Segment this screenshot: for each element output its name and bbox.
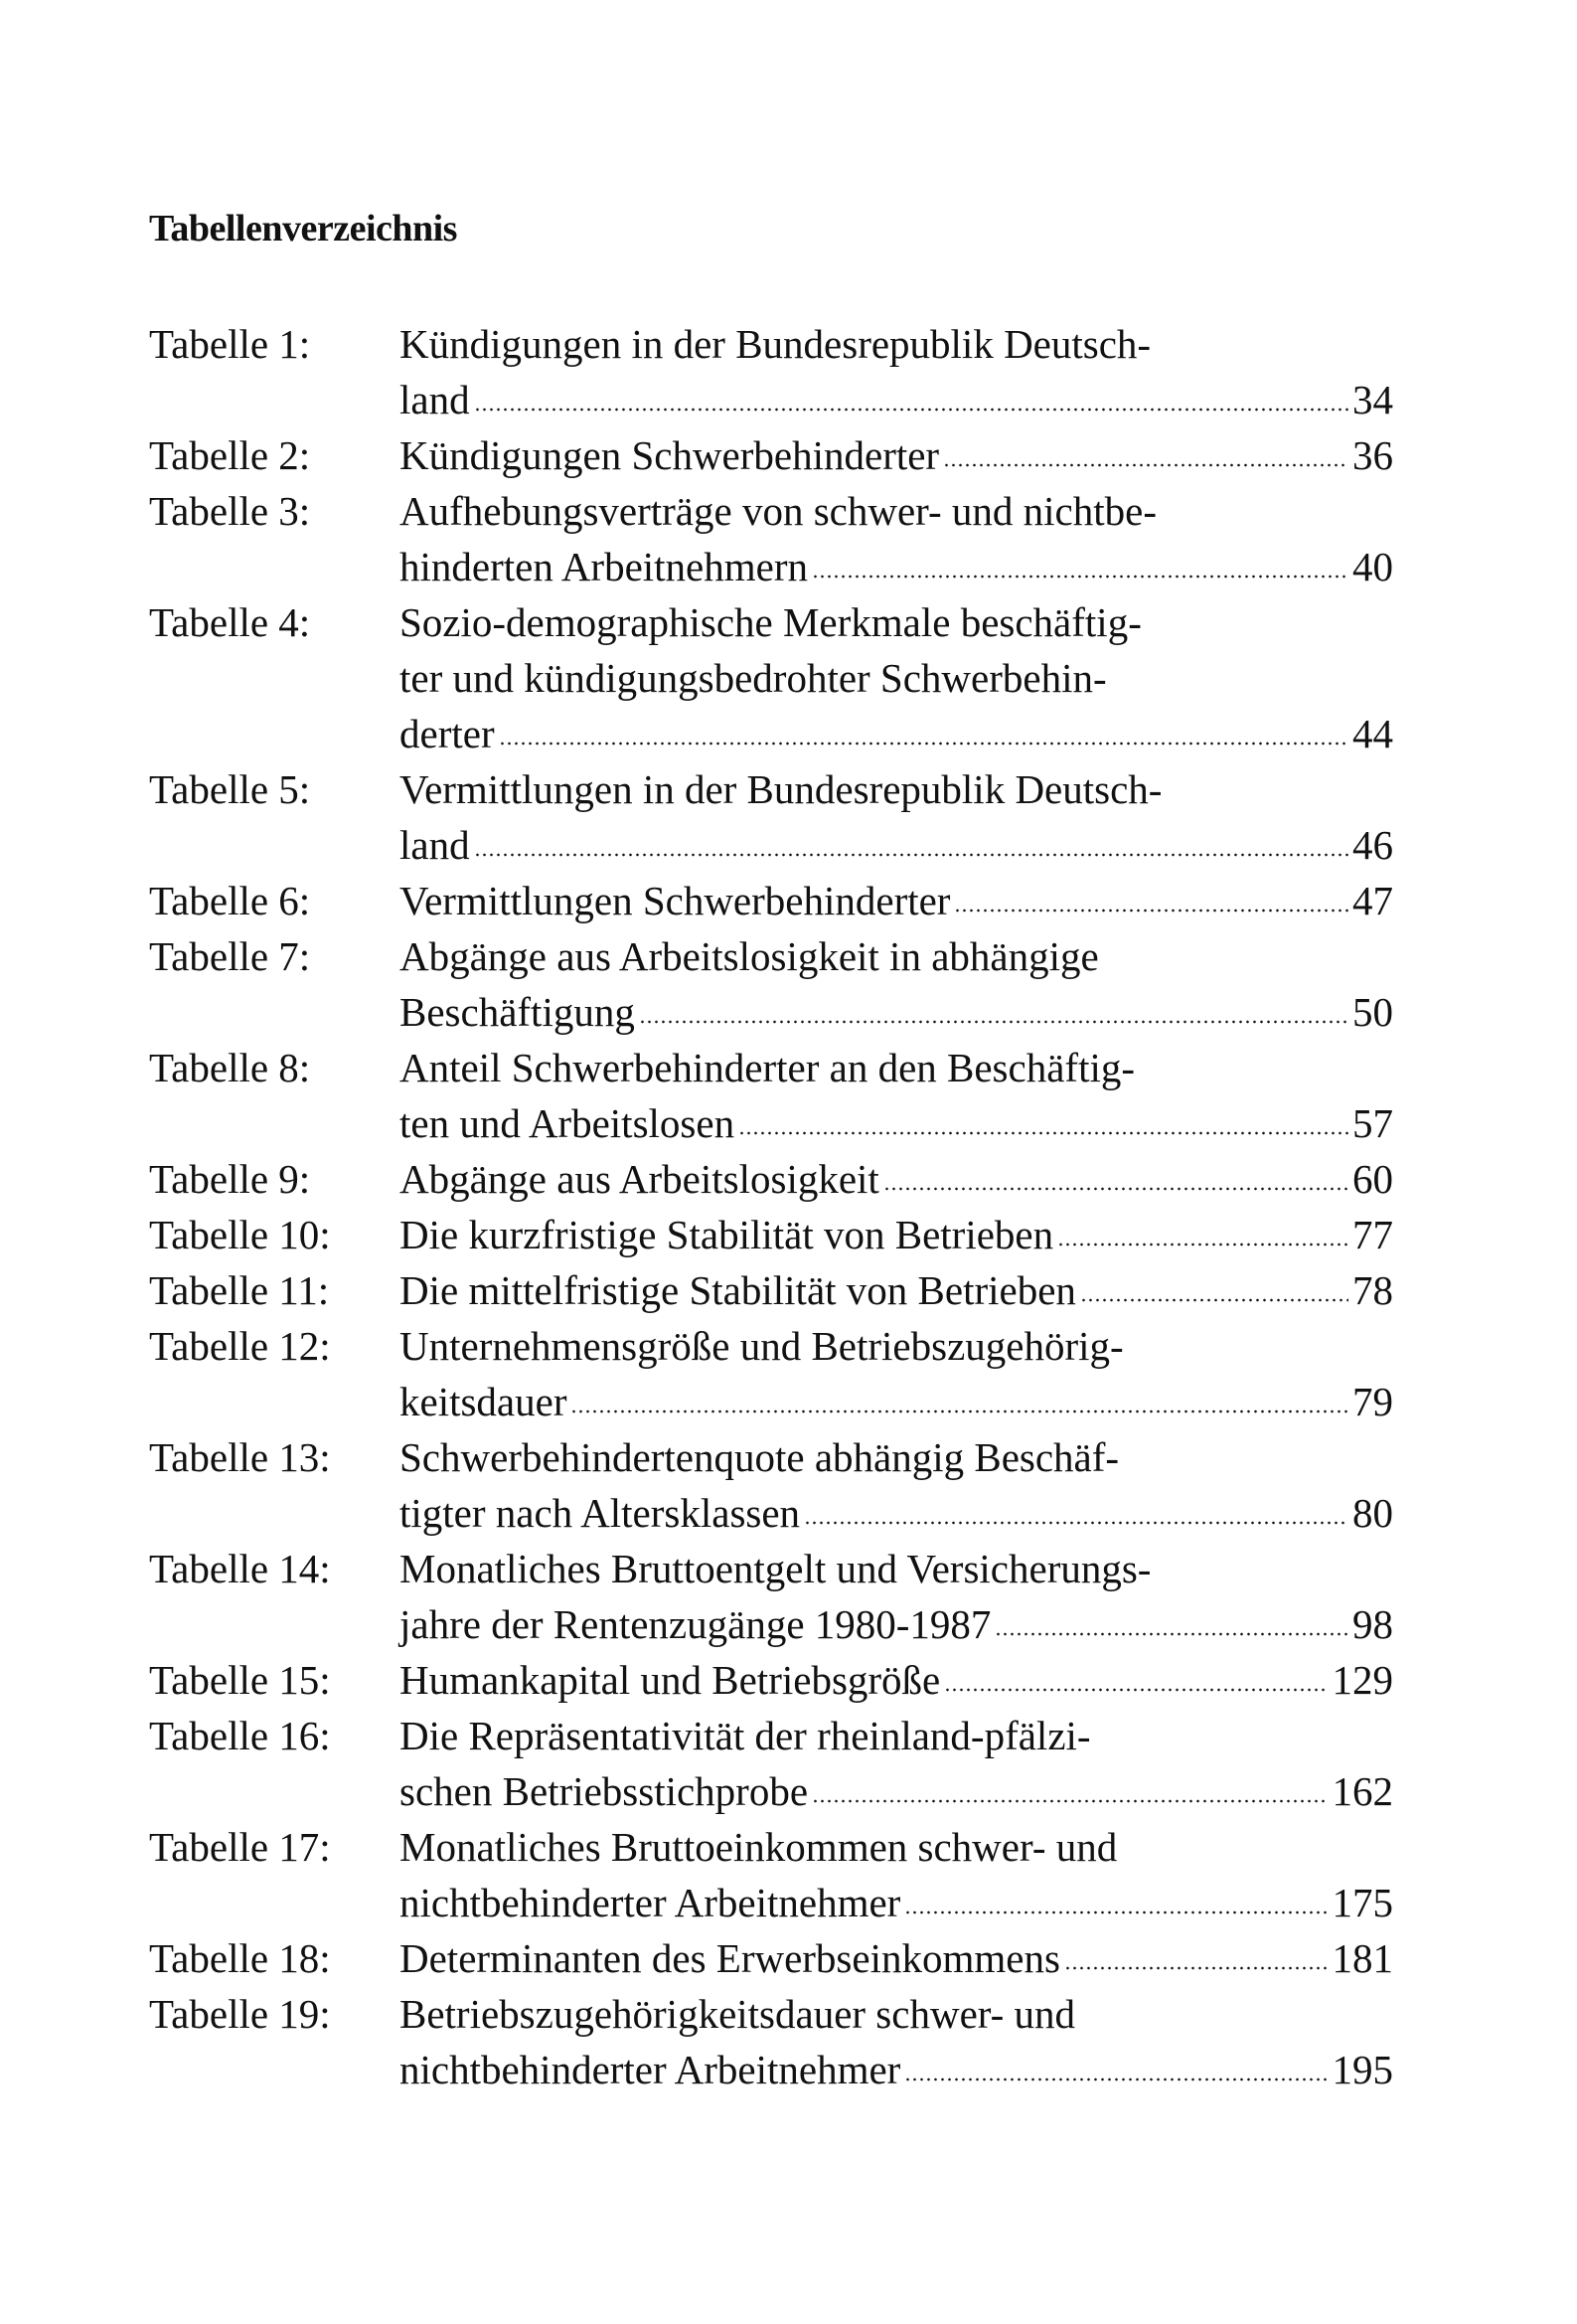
dot-leader (1080, 1298, 1348, 1302)
toc-entry-title-line: land (399, 822, 470, 868)
toc-entry-title (399, 1040, 1393, 1151)
toc-entry-title (399, 928, 1393, 1040)
toc-entry-title-line: Monatliches Bruttoeinkommen schwer- und (399, 1824, 1118, 1870)
toc-entry-title (399, 1708, 1393, 1819)
toc-entry (149, 1207, 1441, 1262)
toc-entry (149, 1986, 1441, 2097)
dot-leader (812, 575, 1348, 579)
toc-entry-title-line: schen Betriebsstichprobe (399, 1768, 809, 1814)
toc-entry-last-line (399, 1875, 1393, 1930)
toc-entry-title (399, 1652, 1393, 1708)
toc-entry-title (399, 1151, 1393, 1207)
toc-entry-title-line: Die mittelfristige Stabilität von Betrieben (399, 1267, 1076, 1313)
toc-entry-title (399, 873, 1393, 928)
page-number: 79 (1352, 1379, 1393, 1424)
toc-entry-last-line (399, 1930, 1393, 1986)
toc-entry-title (399, 483, 1393, 594)
dot-leader (1064, 1966, 1329, 1970)
page-number: 57 (1352, 1100, 1393, 1146)
toc-entry-label: Tabelle 3: (149, 488, 311, 534)
toc-entry-last-line (399, 2042, 1393, 2097)
toc-entry-title-line: Beschäftigung (399, 989, 635, 1035)
toc-entry (149, 1151, 1441, 1207)
dot-leader (474, 853, 1348, 857)
toc-entry-title (399, 1207, 1393, 1262)
toc-entry-label: Tabelle 19: (149, 1991, 331, 2037)
toc-entry (149, 1541, 1441, 1652)
toc-entry-label: Tabelle 7: (149, 933, 311, 979)
page-number: 34 (1352, 377, 1393, 422)
toc-entry-last-line (399, 1485, 1393, 1541)
toc-entry-title (399, 1262, 1393, 1318)
dot-leader (995, 1632, 1348, 1636)
page-number: 44 (1352, 711, 1393, 756)
toc-entry-title-line: Betriebszugehörigkeitsdauer schwer- und (399, 1991, 1076, 2037)
page-number: 98 (1352, 1601, 1393, 1647)
page-number: 60 (1352, 1156, 1393, 1202)
toc-entry-last-line (399, 706, 1393, 761)
toc-entry-label: Tabelle 13: (149, 1434, 331, 1480)
toc-entry-title-line: Vermittlungen Schwerbehinderter (399, 878, 951, 923)
toc-entry-last-line (399, 873, 1393, 928)
dot-leader (904, 2077, 1328, 2081)
toc-entry-title-line: derter (399, 711, 495, 756)
toc-entry (149, 873, 1441, 928)
toc-entry-title-line: jahre der Rentenzugänge 1980-1987 (399, 1601, 992, 1647)
toc-entry-last-line (399, 1374, 1393, 1429)
page-number: 46 (1352, 822, 1393, 868)
toc-entry (149, 427, 1441, 483)
toc-entry-title-line: Aufhebungsverträge von schwer- und nichtbe- (399, 488, 1157, 534)
dot-leader (812, 1799, 1328, 1803)
toc-entry-label: Tabelle 8: (149, 1045, 311, 1090)
toc-entry-title-line: Determinanten des Erwerbseinkommens (399, 1935, 1060, 1981)
toc-entry-title-line: Abgänge aus Arbeitslosigkeit in abhängige (399, 933, 1099, 979)
toc-entry-title-line: Monatliches Bruttoentgelt und Versicherungs- (399, 1546, 1152, 1591)
toc-entry (149, 761, 1441, 873)
dot-leader (474, 408, 1348, 412)
toc-entry-title-line: ten und Arbeitslosen (399, 1100, 735, 1146)
dot-leader (943, 463, 1348, 467)
toc-entry-title-line: Humankapital und Betriebsgröße (399, 1657, 941, 1703)
toc-entry-last-line (399, 1207, 1393, 1262)
toc-entry-last-line (399, 427, 1393, 483)
toc-entry-title-line: hinderten Arbeitnehmern (399, 544, 809, 589)
toc-entry-label: Tabelle 16: (149, 1713, 331, 1758)
toc-entry-last-line (399, 1596, 1393, 1652)
toc-entry-last-line (399, 817, 1393, 873)
toc-entry-title (399, 427, 1393, 483)
page-number: 50 (1352, 989, 1393, 1035)
toc-entry-title (399, 1541, 1393, 1652)
page-number: 162 (1332, 1768, 1393, 1814)
toc-entry-title-line: Unternehmensgröße und Betriebszugehörig- (399, 1323, 1124, 1369)
toc-entry (149, 1040, 1441, 1151)
toc-entry-title-line: ter und kündigungsbedrohter Schwerbehin- (399, 655, 1107, 701)
toc-entry (149, 1318, 1441, 1429)
toc-entry-last-line (399, 1652, 1393, 1708)
toc-entry-title-line: Kündigungen in der Bundesrepublik Deutsch- (399, 321, 1152, 367)
toc-entry-title (399, 1819, 1393, 1930)
toc-entry-last-line (399, 372, 1393, 427)
toc-entry-title (399, 1318, 1393, 1429)
dot-leader (804, 1521, 1348, 1525)
toc-entry (149, 1262, 1441, 1318)
toc-entry-label: Tabelle 10: (149, 1212, 331, 1257)
dot-leader (738, 1131, 1348, 1135)
toc-entry (149, 928, 1441, 1040)
toc-entry-title-line: Anteil Schwerbehinderter an den Beschäftig- (399, 1045, 1136, 1090)
dot-leader (499, 742, 1348, 746)
dot-leader (1057, 1243, 1348, 1246)
toc-entry-title-line: tigter nach Altersklassen (399, 1490, 801, 1536)
toc-entry-title-line: keitsdauer (399, 1379, 567, 1424)
toc-entry-label: Tabelle 11: (149, 1267, 330, 1313)
toc-entry-title (399, 1429, 1393, 1541)
toc-entry-title-line: Sozio-demographische Merkmale beschäftig- (399, 599, 1142, 645)
toc-entry-title-line: land (399, 377, 470, 422)
toc-entry-title-line: nichtbehinderter Arbeitnehmer (399, 1880, 901, 1925)
toc-entry-title (399, 1930, 1393, 1986)
toc-entry-title-line: Abgänge aus Arbeitslosigkeit (399, 1156, 879, 1202)
toc-entry-last-line (399, 984, 1393, 1040)
page-number: 175 (1332, 1880, 1393, 1925)
page-number: 40 (1352, 544, 1393, 589)
toc-entry-title (399, 594, 1393, 761)
table-list (149, 316, 1441, 2097)
toc-entry-label: Tabelle 17: (149, 1824, 331, 1870)
page-number: 36 (1352, 432, 1393, 478)
dot-leader (954, 909, 1348, 913)
toc-entry-title-line: Die kurzfristige Stabilität von Betrieben (399, 1212, 1054, 1257)
toc-entry-last-line (399, 1763, 1393, 1819)
toc-entry (149, 1819, 1441, 1930)
dot-leader (639, 1020, 1348, 1024)
toc-entry-title-line: Schwerbehindertenquote abhängig Beschäf- (399, 1434, 1120, 1480)
toc-entry (149, 594, 1441, 761)
toc-entry (149, 1652, 1441, 1708)
toc-entry-title (399, 1986, 1393, 2097)
page-title: Tabellenverzeichnis (149, 208, 457, 249)
toc-entry-last-line (399, 1151, 1393, 1207)
dot-leader (944, 1688, 1328, 1692)
toc-entry (149, 1708, 1441, 1819)
dot-leader (883, 1187, 1348, 1191)
toc-entry-label: Tabelle 15: (149, 1657, 331, 1703)
toc-entry-title-line: nichtbehinderter Arbeitnehmer (399, 2047, 901, 2092)
toc-entry-label: Tabelle 14: (149, 1546, 331, 1591)
toc-entry-label: Tabelle 2: (149, 432, 311, 478)
toc-entry-label: Tabelle 9: (149, 1156, 311, 1202)
toc-entry-title-line: Vermittlungen in der Bundesrepublik Deutsch- (399, 766, 1163, 812)
toc-entry (149, 1429, 1441, 1541)
page-number: 80 (1352, 1490, 1393, 1536)
toc-entry-title-line: Kündigungen Schwerbehinderter (399, 432, 940, 478)
page-number: 181 (1332, 1935, 1393, 1981)
toc-entry-last-line (399, 1095, 1393, 1151)
toc-entry-label: Tabelle 4: (149, 599, 311, 645)
toc-entry (149, 1930, 1441, 1986)
toc-entry-label: Tabelle 6: (149, 878, 311, 923)
dot-leader (570, 1410, 1348, 1413)
toc-entry-title-line: Die Repräsentativität der rheinland-pfälzi- (399, 1713, 1091, 1758)
toc-entry-last-line (399, 539, 1393, 594)
page-number: 77 (1352, 1212, 1393, 1257)
page-number: 47 (1352, 878, 1393, 923)
page-number: 195 (1332, 2047, 1393, 2092)
toc-entry-title (399, 761, 1393, 873)
toc-entry (149, 483, 1441, 594)
toc-entry-label: Tabelle 18: (149, 1935, 331, 1981)
page-number: 78 (1352, 1267, 1393, 1313)
toc-entry-title (399, 316, 1393, 427)
toc-entry-label: Tabelle 1: (149, 321, 311, 367)
toc-entry (149, 316, 1441, 427)
toc-entry-label: Tabelle 5: (149, 766, 311, 812)
dot-leader (904, 1910, 1328, 1914)
toc-entry-label: Tabelle 12: (149, 1323, 331, 1369)
toc-entry-last-line (399, 1262, 1393, 1318)
page-number: 129 (1332, 1657, 1393, 1703)
